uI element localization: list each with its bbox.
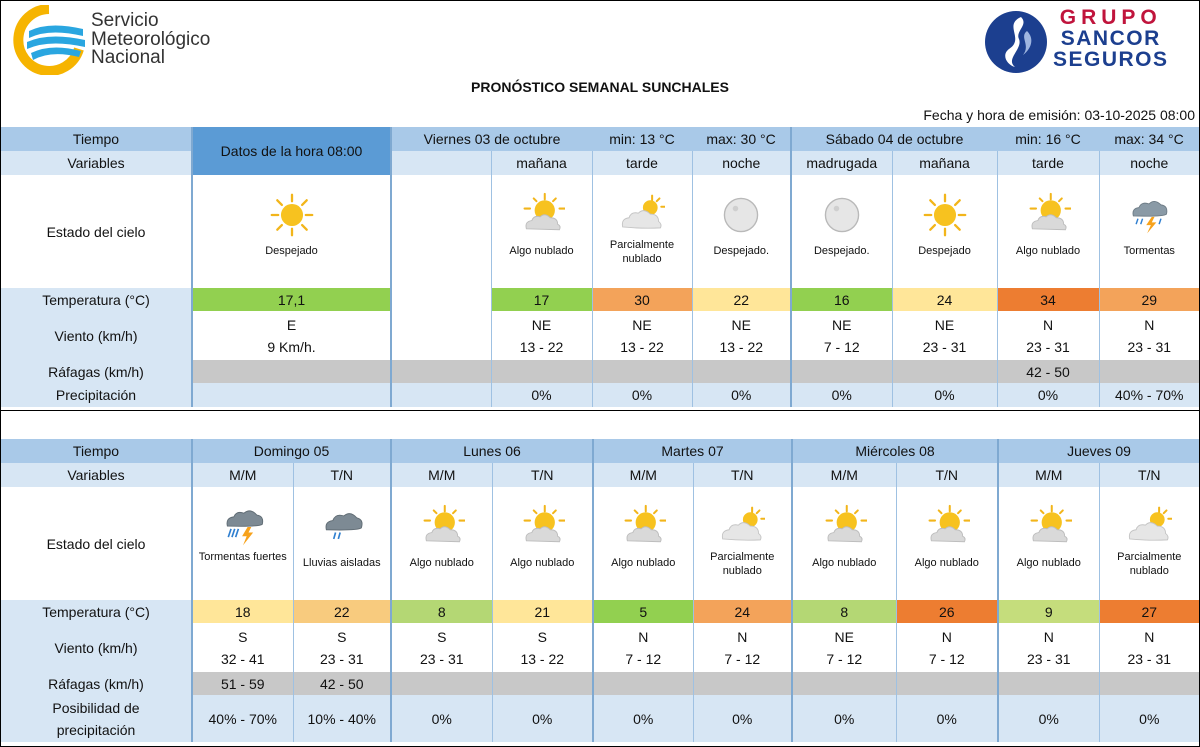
sky-cell xyxy=(491,175,592,288)
wind-dir: NE xyxy=(632,316,652,333)
rafagas-label: Ráfagas (km/h) xyxy=(1,672,192,695)
sky-cell xyxy=(998,487,1099,600)
sky-cell xyxy=(293,487,391,600)
saturday-max: max: 34 °C xyxy=(1099,127,1199,151)
sky-cell xyxy=(1099,487,1199,600)
wind-speed: 23 - 31 xyxy=(922,338,967,355)
wind-cell xyxy=(592,311,692,360)
sky-text: Algo nublado xyxy=(510,557,575,569)
bottom-precip-row xyxy=(1,695,1199,742)
emission-date: Fecha y hora de emisión: 03-10-2025 08:00 xyxy=(923,107,1195,123)
wind-cell xyxy=(693,623,792,672)
moon-icon xyxy=(819,192,865,238)
wind-dir: S xyxy=(437,628,447,645)
wind-cell xyxy=(491,311,592,360)
temp-cell: 8 xyxy=(391,600,492,623)
estado-label: Estado del cielo xyxy=(1,175,192,288)
posibilidad-label xyxy=(1,695,192,742)
weekly-forecast-table xyxy=(1,439,1199,742)
gust-cell: 42 - 50 xyxy=(997,360,1099,383)
wind-speed: 23 - 31 xyxy=(1026,650,1071,667)
temperatura-label: Temperatura (°C) xyxy=(1,600,192,623)
wind-speed: 7 - 12 xyxy=(928,650,965,667)
top-gust-row xyxy=(1,360,1199,383)
cloud-sun-icon xyxy=(719,504,765,550)
partly-sunny-icon xyxy=(419,504,465,550)
precip-cell: 0% xyxy=(792,695,896,742)
partly-sunny-icon xyxy=(519,504,565,550)
sky-text: Lluvias aisladas xyxy=(302,557,381,569)
wind-cell xyxy=(997,311,1099,360)
sky-cell xyxy=(892,175,997,288)
precip-cell: 0% xyxy=(692,383,791,407)
sky-text: Algo nublado xyxy=(509,245,574,257)
wind-dir: E xyxy=(286,316,297,333)
rafagas-label: Ráfagas (km/h) xyxy=(1,360,192,383)
bottom-header-row xyxy=(1,439,1199,463)
sky-cell xyxy=(1099,175,1199,288)
smn-line1: Servicio xyxy=(91,10,159,31)
temp-cell: 17 xyxy=(491,288,592,311)
saturday-min: min: 16 °C xyxy=(997,127,1099,151)
temp-cell: 22 xyxy=(293,600,391,623)
precip-cell: 0% xyxy=(593,695,693,742)
gust-cell xyxy=(998,672,1099,695)
period-name: M/M xyxy=(593,463,693,487)
wind-cell xyxy=(593,623,693,672)
wind-speed: 7 - 12 xyxy=(823,338,860,355)
wind-speed: 23 - 31 xyxy=(1127,650,1172,667)
precip-cell: 0% xyxy=(491,383,592,407)
partly-sunny-icon xyxy=(1025,192,1071,238)
current-wind xyxy=(192,311,391,360)
partly-sunny-icon xyxy=(1026,504,1072,550)
sky-text: Algo nublado xyxy=(1016,557,1081,569)
wind-dir: N xyxy=(1042,316,1054,333)
variables-label: Variables xyxy=(1,463,192,487)
temp-cell: 22 xyxy=(692,288,791,311)
saturday-title: Sábado 04 de octubre xyxy=(791,127,997,151)
period-name: madrugada xyxy=(791,151,892,175)
wind-speed: 7 - 12 xyxy=(625,650,662,667)
top-precip-row xyxy=(1,383,1199,407)
top-sky-row xyxy=(1,175,1199,288)
temp-cell: 24 xyxy=(693,600,792,623)
wind-dir: NE xyxy=(934,316,955,333)
sky-cell xyxy=(791,175,892,288)
sky-cell xyxy=(593,487,693,600)
sky-cell xyxy=(896,487,998,600)
tiempo-label: Tiempo xyxy=(1,439,192,463)
period-name: T/N xyxy=(492,463,593,487)
period-name: noche xyxy=(1099,151,1199,175)
viento-label: Viento (km/h) xyxy=(1,311,192,360)
gust-cell xyxy=(192,360,391,383)
temp-cell: 29 xyxy=(1099,288,1199,311)
friday-min: min: 13 °C xyxy=(592,127,692,151)
period-name: noche xyxy=(692,151,791,175)
temp-cell: 21 xyxy=(492,600,593,623)
posibilidad-line2: precipitación xyxy=(56,721,136,738)
wind-dir: S xyxy=(337,628,347,645)
wind-speed: 23 - 31 xyxy=(1026,338,1070,355)
temperatura-label: Temperatura (°C) xyxy=(1,288,192,311)
current-sky xyxy=(192,175,391,288)
gust-cell xyxy=(791,360,892,383)
bottom-wind-row xyxy=(1,623,1199,672)
wind-speed: 13 - 22 xyxy=(620,338,664,355)
gust-cell xyxy=(792,672,896,695)
friday-max: max: 30 °C xyxy=(692,127,791,151)
temp-cell: 5 xyxy=(593,600,693,623)
friday-title: Viernes 03 de octubre xyxy=(391,127,592,151)
gust-cell: 51 - 59 xyxy=(192,672,293,695)
precip-cell: 0% xyxy=(997,383,1099,407)
gust-cell xyxy=(692,360,791,383)
current-temp: 17,1 xyxy=(192,288,391,311)
precip-cell: 0% xyxy=(492,695,593,742)
moon-icon xyxy=(718,192,764,238)
period-name: T/N xyxy=(293,463,391,487)
sky-cell xyxy=(792,487,896,600)
partly-sunny-icon xyxy=(924,504,970,550)
wind-speed: 7 - 12 xyxy=(724,650,761,667)
sky-text: Algo nublado xyxy=(812,557,877,569)
gust-cell xyxy=(391,360,491,383)
period-name: tarde xyxy=(997,151,1099,175)
smn-name xyxy=(91,12,210,68)
wind-dir: N xyxy=(1043,628,1054,645)
storm-icon xyxy=(1126,192,1172,238)
period-name: M/M xyxy=(192,463,293,487)
bottom-gust-row xyxy=(1,672,1199,695)
cloud-sun-icon xyxy=(619,192,665,238)
period-name: M/M xyxy=(792,463,896,487)
period-name: mañana xyxy=(892,151,997,175)
precip-cell: 40% - 70% xyxy=(1099,383,1199,407)
period-name: mañana xyxy=(491,151,592,175)
precip-cell xyxy=(192,383,391,407)
precip-cell: 0% xyxy=(896,695,998,742)
temp-cell: 30 xyxy=(592,288,692,311)
temp-cell: 16 xyxy=(791,288,892,311)
precip-cell: 0% xyxy=(1099,695,1199,742)
bottom-temp-row xyxy=(1,600,1199,623)
temp-cell: 9 xyxy=(998,600,1099,623)
wind-speed: 9 Km/h. xyxy=(267,338,316,355)
period-name: M/M xyxy=(998,463,1099,487)
period-name: T/N xyxy=(1099,463,1199,487)
top-wind-row xyxy=(1,311,1199,360)
wind-cell xyxy=(293,623,391,672)
wind-cell xyxy=(192,623,293,672)
precip-cell xyxy=(391,383,491,407)
smn-line2: Meteorológico xyxy=(91,28,211,50)
sky-text: Despejado. xyxy=(813,245,870,257)
gust-cell xyxy=(892,360,997,383)
day-title: Jueves 09 xyxy=(998,439,1199,463)
partly-sunny-icon xyxy=(620,504,666,550)
sky-text: Algo nublado xyxy=(914,557,979,569)
temp-cell: 26 xyxy=(896,600,998,623)
sancor-line3: SEGUROS xyxy=(1053,48,1169,71)
top-header-row xyxy=(1,127,1199,151)
gust-cell xyxy=(896,672,998,695)
day-title: Domingo 05 xyxy=(192,439,391,463)
period-name: M/M xyxy=(391,463,492,487)
wind-speed: 13 - 22 xyxy=(719,338,764,355)
rain-cloud-icon xyxy=(319,504,365,550)
gust-cell xyxy=(693,672,792,695)
temp-cell: 24 xyxy=(892,288,997,311)
sky-cell xyxy=(492,487,593,600)
sky-text: Algo nublado xyxy=(409,557,474,569)
sky-text: Algo nublado xyxy=(611,557,676,569)
wind-cell xyxy=(896,623,998,672)
temp-cell: 34 xyxy=(997,288,1099,311)
wind-dir: NE xyxy=(531,316,552,333)
precip-cell: 0% xyxy=(998,695,1099,742)
wind-cell xyxy=(492,623,593,672)
smn-line3: Nacional xyxy=(91,47,165,68)
posibilidad-line1: Posibilidad de xyxy=(52,699,140,716)
top-variables-row xyxy=(1,151,1199,175)
gust-cell: 42 - 50 xyxy=(293,672,391,695)
bottom-sky-row xyxy=(1,487,1199,600)
sky-text: Parcialmente nublado xyxy=(609,239,675,265)
blank-temp xyxy=(391,288,491,311)
partly-sunny-icon xyxy=(821,504,867,550)
header xyxy=(1,1,1199,124)
wind-dir: S xyxy=(537,628,547,645)
sky-cell xyxy=(692,175,791,288)
blank-period xyxy=(391,151,491,175)
wind-speed: 32 - 41 xyxy=(220,650,265,667)
heavy-storm-icon xyxy=(220,504,266,550)
sun-icon xyxy=(922,192,968,238)
variables-label: Variables xyxy=(1,151,192,175)
precip-cell: 40% - 70% xyxy=(192,695,293,742)
temp-cell: 18 xyxy=(192,600,293,623)
sky-text: Tormentas fuertes xyxy=(198,551,287,563)
gust-cell xyxy=(1099,360,1199,383)
daily-forecast-table xyxy=(1,127,1199,407)
temp-cell: 8 xyxy=(792,600,896,623)
current-data-header: Datos de la hora 08:00 xyxy=(192,127,391,175)
wind-dir: N xyxy=(638,628,649,645)
precip-cell: 10% - 40% xyxy=(293,695,391,742)
gust-cell xyxy=(391,672,492,695)
wind-speed: 23 - 31 xyxy=(1127,338,1172,355)
estado-label: Estado del cielo xyxy=(1,487,192,600)
wind-dir: N xyxy=(737,628,748,645)
blank-wind xyxy=(391,311,491,360)
gust-cell xyxy=(1099,672,1199,695)
sky-text: Algo nublado xyxy=(1015,245,1081,257)
precip-cell: 0% xyxy=(892,383,997,407)
period-name: tarde xyxy=(592,151,692,175)
wind-dir: N xyxy=(1144,628,1155,645)
sky-cell xyxy=(997,175,1099,288)
wind-cell xyxy=(791,311,892,360)
sky-cell xyxy=(693,487,792,600)
sky-text: Parcialmente nublado xyxy=(1117,551,1182,577)
wind-cell xyxy=(692,311,791,360)
wind-cell xyxy=(391,623,492,672)
temp-cell: 27 xyxy=(1099,600,1199,623)
day-title: Miércoles 08 xyxy=(792,439,998,463)
wind-dir: N xyxy=(1144,316,1155,333)
sky-cell xyxy=(192,487,293,600)
page-title: PRONÓSTICO SEMANAL SUNCHALES xyxy=(471,79,729,95)
wind-dir: NE xyxy=(731,316,751,333)
bottom-variables-row xyxy=(1,463,1199,487)
blank-sky xyxy=(391,175,491,288)
period-name: T/N xyxy=(693,463,792,487)
wind-cell xyxy=(1099,311,1199,360)
sky-text: Despejado xyxy=(918,245,971,257)
gust-cell xyxy=(492,672,593,695)
wind-speed: 13 - 22 xyxy=(520,650,565,667)
gust-cell xyxy=(491,360,592,383)
sky-cell xyxy=(391,487,492,600)
sancor-logo-icon xyxy=(983,9,1049,75)
top-temp-row xyxy=(1,288,1199,311)
sky-cell xyxy=(592,175,692,288)
precip-cell: 0% xyxy=(693,695,792,742)
table-separator xyxy=(1,410,1199,440)
wind-speed: 13 - 22 xyxy=(519,338,564,355)
wind-cell xyxy=(998,623,1099,672)
viento-label: Viento (km/h) xyxy=(1,623,192,672)
period-name: T/N xyxy=(896,463,998,487)
sky-text: Tormentas xyxy=(1123,245,1175,257)
gust-cell xyxy=(592,360,692,383)
wind-dir: NE xyxy=(834,628,854,645)
day-title: Lunes 06 xyxy=(391,439,593,463)
sancor-name xyxy=(1053,7,1169,70)
wind-dir: S xyxy=(238,628,248,645)
sky-text: Parcialmente nublado xyxy=(710,551,775,577)
wind-dir: N xyxy=(941,628,952,645)
sky-text: Despejado. xyxy=(713,245,770,257)
wind-speed: 23 - 31 xyxy=(419,650,464,667)
sancor-line2: SANCOR xyxy=(1060,27,1161,50)
cloud-sun-icon xyxy=(1126,504,1172,550)
sun-icon xyxy=(269,192,315,238)
wind-cell xyxy=(892,311,997,360)
precipitacion-label: Precipitación xyxy=(1,383,192,407)
precip-cell: 0% xyxy=(592,383,692,407)
wind-dir: NE xyxy=(832,316,852,333)
tiempo-label: Tiempo xyxy=(1,127,192,151)
day-title: Martes 07 xyxy=(593,439,792,463)
wind-cell xyxy=(1099,623,1199,672)
wind-speed: 23 - 31 xyxy=(319,650,364,667)
wind-cell xyxy=(792,623,896,672)
precip-cell: 0% xyxy=(391,695,492,742)
gust-cell xyxy=(593,672,693,695)
sancor-line1: GRUPO xyxy=(1059,6,1162,29)
smn-logo-icon xyxy=(9,5,89,75)
wind-speed: 7 - 12 xyxy=(826,650,863,667)
sky-text: Despejado xyxy=(265,245,318,257)
partly-sunny-icon xyxy=(519,192,565,238)
precip-cell: 0% xyxy=(791,383,892,407)
